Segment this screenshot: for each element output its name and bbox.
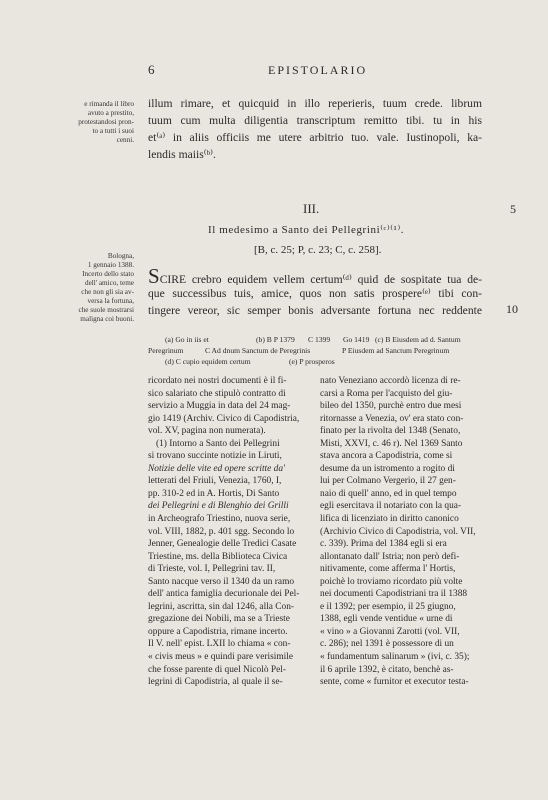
letter-3-body bbox=[148, 268, 482, 319]
footnote-line: legrini di Capodistria, al quale il se- bbox=[148, 677, 283, 688]
text-line: et⁽ᵃ⁾ in aliis officiis me utere arbitrio tuo. vale. Iustinopoli, ka- bbox=[148, 131, 482, 144]
initial-letter: S bbox=[148, 268, 160, 285]
apparatus-criticus bbox=[148, 334, 495, 367]
footnote-line: poichè lo troviamo ricordato più volte bbox=[320, 576, 463, 587]
footnote-line: gregazione dei Nobili, ma se a Trieste bbox=[148, 614, 290, 625]
side-note-line: protestandosi pron- bbox=[78, 118, 134, 126]
variant-e: (e) P prosperos bbox=[289, 357, 335, 366]
footnote-line: « civis meus » e quindi pare verisimile bbox=[148, 652, 294, 663]
footnote-line: Notizie delle vite ed opere scritte da' bbox=[148, 463, 286, 474]
footnote-line: 1388, egli vende ventidue « urne di bbox=[320, 614, 453, 625]
side-note-line: to a tutti i suoi bbox=[92, 127, 134, 135]
variant-b: (b) B P 1379 bbox=[256, 335, 295, 344]
side-note-line: che non gli sia av- bbox=[81, 288, 134, 296]
side-note-line: dell' amico, teme bbox=[85, 279, 134, 287]
footnote-line: il 6 aprile 1392, è citato, benchè as- bbox=[320, 664, 454, 675]
side-note-line: cenni. bbox=[116, 136, 134, 144]
side-note-date: Bologna, bbox=[107, 252, 134, 260]
page-number: 6 bbox=[148, 62, 155, 77]
variant-c2: Peregrinum bbox=[148, 346, 184, 355]
side-note-line: avuto a prestito, bbox=[87, 109, 134, 117]
text-line-rest: CIRE crebro equidem vellem certum⁽ᵈ⁾ quid de sospitate tua de- bbox=[159, 273, 482, 285]
footnote-line: Triestine, ms. della Biblioteca Civica bbox=[148, 551, 288, 562]
footnote-line: finato per la rivolta del 1348 (Senato, bbox=[320, 426, 461, 437]
footnote-line: servizio a Muggia in data del 24 mag- bbox=[148, 401, 291, 412]
side-note-letter-3 bbox=[79, 252, 135, 324]
footnote-line: nitivamente, come afferma l' Hortis, bbox=[320, 564, 456, 575]
footnote-line: dell' antica famiglia decurionale dei Pel- bbox=[148, 589, 300, 600]
footnote-line: naio di quell' anno, ed in quel tempo bbox=[320, 488, 457, 499]
footnote-line: lui per Colmano Vergerio, il 27 gen- bbox=[320, 476, 456, 487]
footnote-line: lifica di licenziato in diritto canonico bbox=[320, 514, 459, 525]
footnote-line: carsi a Roma per l'acquisto del giu- bbox=[320, 388, 453, 399]
manuscript-sigla: [B, c. 25; P, c. 23; C, c. 258]. bbox=[254, 244, 382, 256]
text-line: lendis maiis⁽ᵇ⁾. bbox=[148, 148, 216, 161]
footnote-line: vol. XV, pagina non numerata). bbox=[148, 426, 266, 437]
footnote-line: (Archivio Civico di Capodistria, vol. VII, bbox=[320, 526, 476, 537]
footnote-line: sico salariato che stipulò contratto di bbox=[148, 388, 286, 399]
footnote-line: « fundamentum salinarum » (ivi, c. 35); bbox=[320, 652, 470, 663]
footnote-line: egli esercitava il notariato con la qua- bbox=[320, 501, 462, 512]
side-note-line: e rimanda il libro bbox=[84, 100, 134, 108]
footnote-line: nato Veneziano accordò licenza di re- bbox=[320, 376, 461, 386]
footnotes-right-column bbox=[320, 375, 485, 689]
footnote-line: letterati del Friuli, Venezia, 1760, I, bbox=[148, 476, 282, 487]
footnote-line: pp. 310-2 ed in A. Hortis, Di Santo bbox=[148, 488, 280, 499]
footnote-line: in Archeografo Triestino, nuova serie, bbox=[148, 514, 291, 525]
variant-b3: Go 1419 bbox=[343, 335, 370, 344]
footnote-line: (1) Intorno a Santo dei Pellegrini bbox=[156, 438, 280, 449]
variant-d: (d) C cupio equidem certum bbox=[165, 357, 251, 366]
footnote-line: Santo nacque verso il 1340 da un ramo bbox=[148, 576, 295, 587]
footnote-line: dei Pellegrini e di Blenghio dei Grilli bbox=[148, 501, 289, 512]
footnote-line: c. 339). Prima del 1384 egli si era bbox=[320, 539, 447, 550]
side-note-letter-2 bbox=[78, 100, 134, 145]
line-number-10: 10 bbox=[506, 302, 518, 316]
variant-c: (c) B Eiusdem ad d. Santum bbox=[375, 335, 461, 344]
footnote-line: si trovano succinte notizie in Liruti, bbox=[148, 451, 282, 462]
footnote-line: nei documenti Capodistriani tra il 1388 bbox=[320, 589, 468, 600]
footnote-line: Jenner, Genealogie delle Tredici Casate bbox=[148, 539, 297, 550]
footnote-line: « vino » a Giovanni Zarotti (vol. VII, bbox=[320, 626, 460, 637]
footnote-line: c. 286); nel 1391 è possessore di un bbox=[320, 639, 454, 650]
letter-2-ending bbox=[148, 95, 482, 163]
footnote-line: ricordato nei nostri documenti è il fi- bbox=[148, 376, 287, 386]
footnote-line: stava ancora a Capodistria, come si bbox=[320, 451, 453, 462]
line-number-5: 5 bbox=[510, 202, 516, 216]
text-line: illum rimare, et quicquid in illo reperieris, tuum crede. librum bbox=[148, 97, 482, 110]
variant-c3: C Ad dnum Sanctum de Peregrinis bbox=[205, 346, 311, 355]
footnote-line: vol. VIII, 1882, p. 401 sgg. Secondo lo bbox=[148, 526, 295, 537]
footnote-line: e il 1392; per esempio, il 25 giugno, bbox=[320, 601, 456, 612]
footnote-line: ritornasse a Venezia, ov' era stato con- bbox=[320, 413, 464, 424]
footnote-line: Misti, XXVI, c. 46 r). Nel 1369 Santo bbox=[320, 438, 463, 449]
footnote-line: allontanato dall' Istria; non però defi- bbox=[320, 551, 460, 562]
side-note-line: versa la fortuna, bbox=[87, 297, 134, 305]
footnotes-left-column bbox=[148, 375, 313, 689]
footnote-line: legrini, ascritta, sin dal 1246, alla Con- bbox=[148, 601, 295, 612]
footnote-line: che fosse parente di quel Nicolò Pel- bbox=[148, 664, 286, 675]
text-line: tuum cum multa diligentia transcriptum remitto tibi. tu in his bbox=[148, 114, 482, 127]
footnote-line: sente, come « furnitor et executor testa- bbox=[320, 677, 469, 688]
side-note-line: maligna coi buoni. bbox=[80, 315, 134, 323]
variant-c4: P Eiusdem ad Sanctum Peregrinum bbox=[342, 346, 450, 355]
footnote-line: bileo del 1350, purchè entro due mesi bbox=[320, 401, 462, 412]
footnote-line: oppure a Capodistria, rimane incerto. bbox=[148, 626, 288, 637]
text-line: que successibus tuis, amice, quos non satis prospere⁽ᵉ⁾ tibi con- bbox=[148, 287, 482, 300]
letter-heading: Il medesimo a Santo dei Pellegrini⁽ᶜ⁾⁽¹⁾. bbox=[208, 224, 405, 236]
footnote-line: Il V. nell' epist. LXII lo chiama « con- bbox=[148, 639, 291, 650]
footnote-line: di Trieste, vol. I, Pellegrini tav. II, bbox=[148, 564, 276, 575]
footnote-line: desume da un istromento a rogito di bbox=[320, 463, 455, 474]
letter-number: III. bbox=[303, 201, 320, 216]
text-line bbox=[148, 268, 482, 285]
running-title: EPISTOLARIO bbox=[268, 63, 368, 77]
variant-a: (a) Go in iis et bbox=[165, 335, 209, 344]
text-line: tingere vereor, sic semper bonis adversante fortuna nec reddente bbox=[148, 304, 482, 317]
side-note-line: Incerto dello stato bbox=[82, 270, 134, 278]
variant-b2: C 1399 bbox=[308, 335, 331, 344]
footnote-line: gio 1419 (Archiv. Civico di Capodistria, bbox=[148, 413, 300, 424]
side-note-date: 1 gennaio 1388. bbox=[87, 261, 134, 269]
side-note-line: che suole mostrarsi bbox=[78, 306, 134, 314]
